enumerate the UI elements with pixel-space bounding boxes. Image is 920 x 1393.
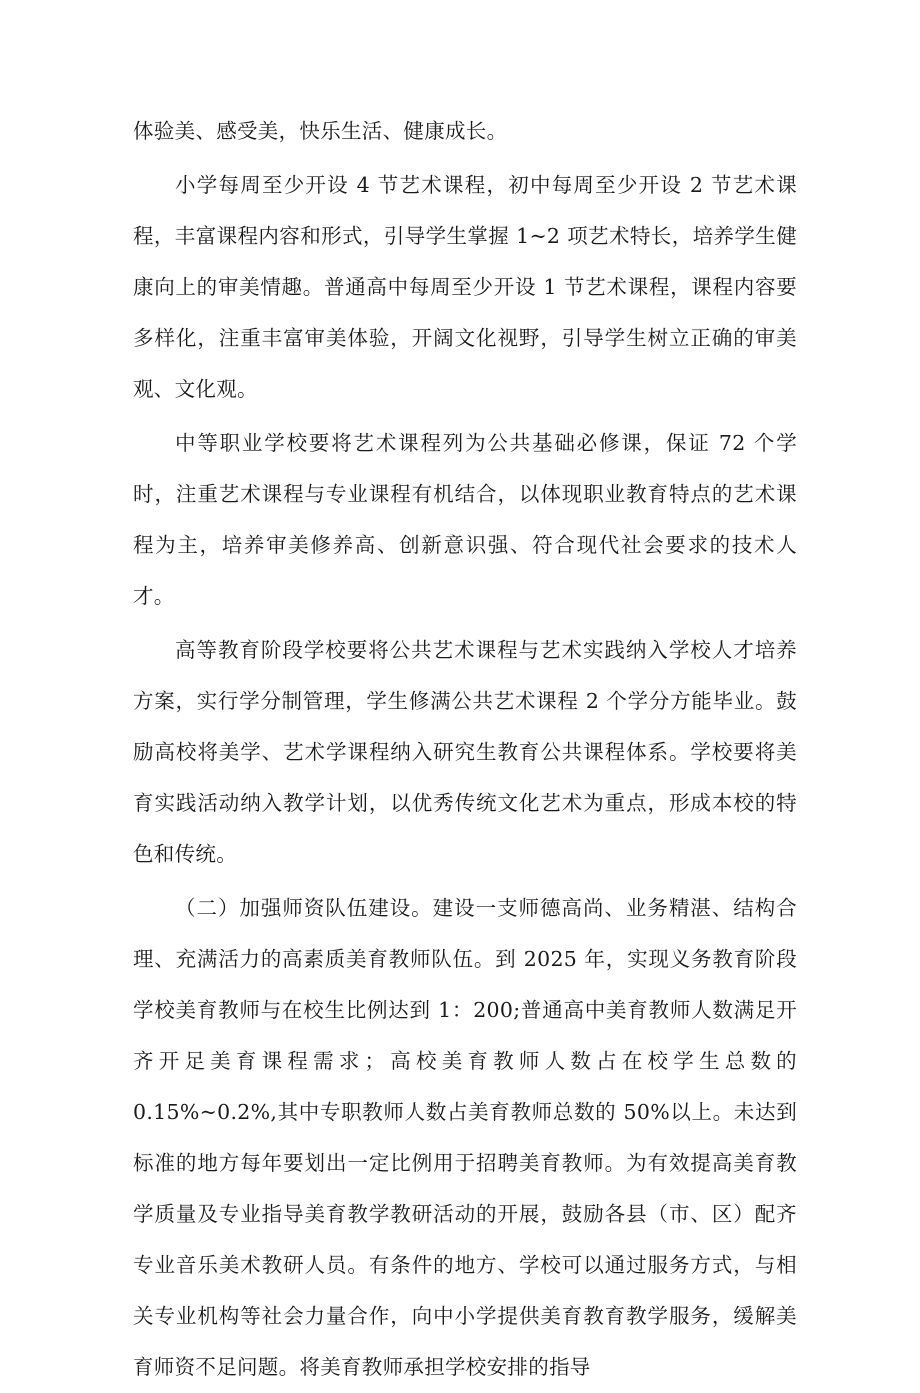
paragraph-teacher-staffing: （二）加强师资队伍建设。建设一支师德高尚、业务精湛、结构合理、充满活力的高素质美育教师队伍。到 2025 年，实现义务教育阶段学校美育教师与在校生比例达到 1：200;普通高中美育教师人数满足开齐开足美育课程需求；高校美育教师人数占在校学生总数的 0.15%~0.2%,其中专职教师人数占美育教师总数的 50%以上。未达到标准的地方每年要划出一定比例用于招聘美育教师。为有效提高美育教学质量及专业指导美育教学教研活动的开展，鼓励各县（市、区）配齐专业音乐美术教研人员。有条件的地方、学校可以通过服务方式，与相关专业机构等社会力量合作，向中小学提供美育教育教学服务，缓解美育师资不足问题。将美育教师承担学校安排的指导 [133,896,797,1379]
paragraph-continuation: 体验美、感受美，快乐生活、健康成长。 [133,119,508,143]
paragraph-primary-secondary-courses: 小学每周至少开设 4 节艺术课程，初中每周至少开设 2 节艺术课程，丰富课程内容和形式，引导学生掌握 1~2 项艺术特长，培养学生健康向上的审美情趣。普通高中每周至少开设 1 节艺术课程，课程内容要多样化，注重丰富审美体验，开阔文化视野，引导学生树立正确的审美观、文化观。 [133,173,797,401]
paragraph-higher-education: 高等教育阶段学校要将公共艺术课程与艺术实践纳入学校人才培养方案，实行学分制管理，学生修满公共艺术课程 2 个学分方能毕业。鼓励高校将美学、艺术学课程纳入研究生教育公共课程体系。学校要将美育实践活动纳入教学计划，以优秀传统文化艺术为重点，形成本校的特色和传统。 [133,638,797,866]
document-body [133,106,797,1393]
paragraph-vocational-schools: 中等职业学校要将艺术课程列为公共基础必修课，保证 72 个学时，注重艺术课程与专业课程有机结合，以体现职业教育特点的艺术课程为主，培养审美修养高、创新意识强、符合现代社会要求的技术人才。 [133,431,797,608]
